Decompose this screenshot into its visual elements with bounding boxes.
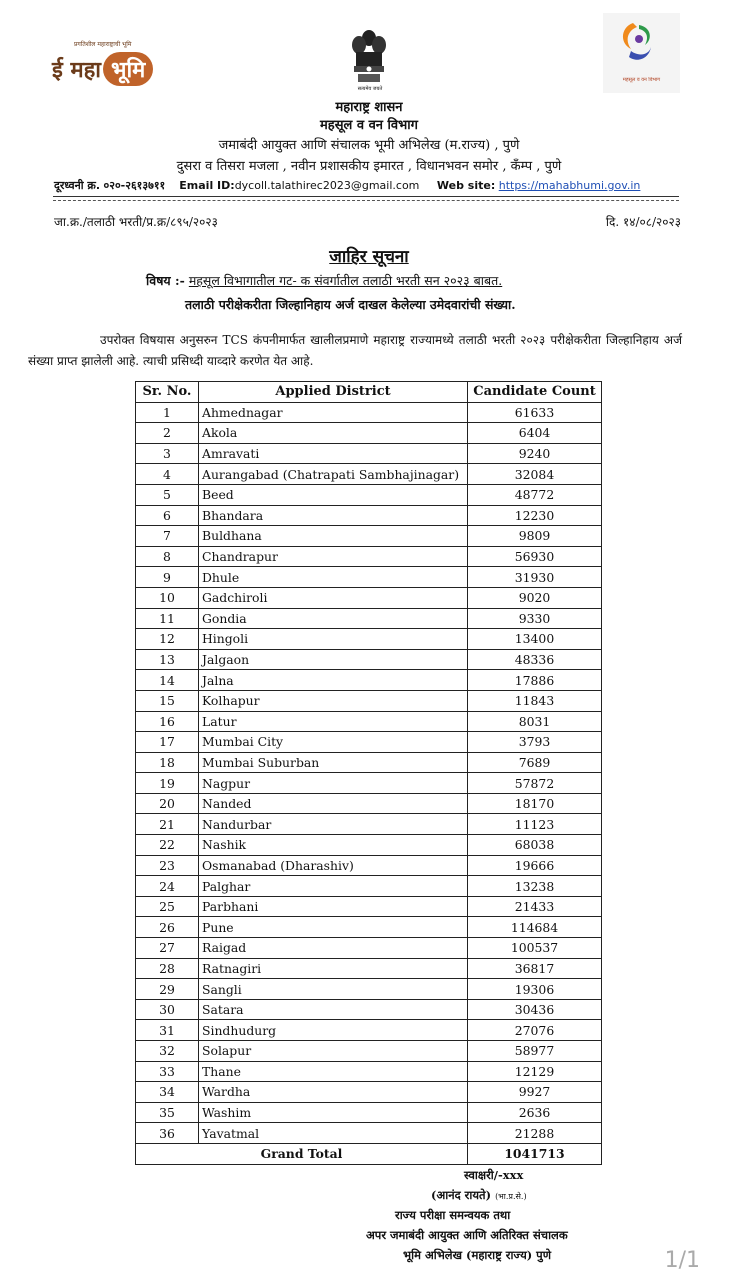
logo-tagline: प्रगतिशील महाराष्ट्राची भूमि xyxy=(74,41,132,48)
row-count: 11123 xyxy=(468,814,602,835)
table-row xyxy=(136,1082,602,1103)
grand-total-row xyxy=(136,1143,602,1164)
row-sr-no: 17 xyxy=(136,732,199,753)
row-sr-no: 5 xyxy=(136,484,199,505)
row-district: Wardha xyxy=(199,1082,468,1103)
office-address: दुसरा व तिसरा मजला , नवीन प्रशासकीय इमारत , विधानभवन समोर , कँम्प , पुणे xyxy=(176,159,562,174)
row-sr-no: 4 xyxy=(136,464,199,485)
table-row xyxy=(136,1102,602,1123)
row-district: Amravati xyxy=(199,443,468,464)
row-count: 32084 xyxy=(468,464,602,485)
row-count: 48772 xyxy=(468,484,602,505)
row-district: Beed xyxy=(199,484,468,505)
state-emblem-icon xyxy=(348,28,390,90)
table-row xyxy=(136,814,602,835)
row-district: Gadchiroli xyxy=(199,587,468,608)
row-count: 9927 xyxy=(468,1082,602,1103)
col-header-sr: Sr. No. xyxy=(136,382,199,403)
row-count: 68038 xyxy=(468,835,602,856)
row-district: Bhandara xyxy=(199,505,468,526)
row-sr-no: 3 xyxy=(136,443,199,464)
table-row xyxy=(136,587,602,608)
table-header-row xyxy=(136,382,602,403)
table-row xyxy=(136,896,602,917)
reference-number: जा.क्र./तलाठी भरती/प्र.क्र/८९५/२०२३ xyxy=(54,215,218,229)
table-row xyxy=(136,855,602,876)
table-row xyxy=(136,464,602,485)
row-sr-no: 25 xyxy=(136,896,199,917)
row-sr-no: 33 xyxy=(136,1061,199,1082)
row-count: 36817 xyxy=(468,958,602,979)
row-count: 12129 xyxy=(468,1061,602,1082)
row-district: Nanded xyxy=(199,793,468,814)
row-sr-no: 8 xyxy=(136,546,199,567)
table-row xyxy=(136,1041,602,1062)
row-sr-no: 26 xyxy=(136,917,199,938)
row-sr-no: 1 xyxy=(136,402,199,423)
signatory-role-2: अपर जमाबंदी आयुक्त आणि अतिरिक्त संचालक xyxy=(366,1228,568,1242)
header-divider xyxy=(53,196,679,197)
row-count: 31930 xyxy=(468,567,602,588)
table-row xyxy=(136,546,602,567)
row-sr-no: 20 xyxy=(136,793,199,814)
row-sr-no: 10 xyxy=(136,587,199,608)
row-district: Ahmednagar xyxy=(199,402,468,423)
row-district: Osmanabad (Dharashiv) xyxy=(199,855,468,876)
row-district: Parbhani xyxy=(199,896,468,917)
contact-line xyxy=(54,178,640,193)
row-sr-no: 16 xyxy=(136,711,199,732)
row-district: Sangli xyxy=(199,979,468,1000)
row-district: Satara xyxy=(199,999,468,1020)
row-district: Nashik xyxy=(199,835,468,856)
table-row xyxy=(136,732,602,753)
table-row xyxy=(136,690,602,711)
subject-label: विषय :- xyxy=(146,273,185,288)
header-divider-dashed xyxy=(53,200,679,201)
subject-subline: तलाठी परीक्षेकरीता जिल्हानिहाय अर्ज दाखल केलेल्या उमेदवारांची संख्या. xyxy=(185,297,516,312)
table-row xyxy=(136,423,602,444)
row-count: 9809 xyxy=(468,526,602,547)
row-count: 2636 xyxy=(468,1102,602,1123)
row-district: Nandurbar xyxy=(199,814,468,835)
row-count: 3793 xyxy=(468,732,602,753)
row-count: 7689 xyxy=(468,752,602,773)
table-row xyxy=(136,958,602,979)
table-row xyxy=(136,629,602,650)
row-sr-no: 34 xyxy=(136,1082,199,1103)
row-count: 30436 xyxy=(468,999,602,1020)
logo-text-b: भूमि xyxy=(103,52,153,86)
row-district: Yavatmal xyxy=(199,1123,468,1144)
row-count: 48336 xyxy=(468,649,602,670)
row-district: Buldhana xyxy=(199,526,468,547)
subject-text: महसूल विभागातील गट- क संवर्गातील तलाठी भरती सन २०२३ बाबत. xyxy=(188,273,503,288)
row-district: Dhule xyxy=(199,567,468,588)
logo-right-caption: महसूल व वन विभाग xyxy=(622,77,661,83)
table-row xyxy=(136,608,602,629)
table-row xyxy=(136,1020,602,1041)
row-count: 9330 xyxy=(468,608,602,629)
row-district: Mumbai Suburban xyxy=(199,752,468,773)
table-row xyxy=(136,835,602,856)
row-sr-no: 15 xyxy=(136,690,199,711)
row-district: Pune xyxy=(199,917,468,938)
signatory-role-1: राज्य परीक्षा समन्वयक तथा xyxy=(395,1208,511,1222)
notice-paragraph: उपरोक्त विषयास अनुसरुन TCS कंपनीमार्फत खालीलप्रमाणे महाराष्ट्र राज्यामध्ये तलाठी भरती २०२३ परीक्षेकरीता जिल्हानिहाय अर्ज संख्या प्राप्त झालेली आहे. त्याची प्रसिध्दी याव्दारे करणेत येत आहे. xyxy=(28,333,682,368)
row-district: Kolhapur xyxy=(199,690,468,711)
row-district: Jalgaon xyxy=(199,649,468,670)
row-count: 13400 xyxy=(468,629,602,650)
email-label: Email ID: xyxy=(179,179,235,192)
office-title: जमाबंदी आयुक्त आणि संचालक भूमी अभिलेख (म.राज्य) , पुणे xyxy=(218,138,520,153)
row-count: 61633 xyxy=(468,402,602,423)
row-sr-no: 18 xyxy=(136,752,199,773)
table-row xyxy=(136,999,602,1020)
row-count: 17886 xyxy=(468,670,602,691)
row-count: 13238 xyxy=(468,876,602,897)
row-sr-no: 27 xyxy=(136,938,199,959)
emahabhumi-logo xyxy=(52,38,172,90)
table-body xyxy=(136,402,602,1143)
page-indicator: 1/1 xyxy=(664,1248,700,1273)
row-count: 9020 xyxy=(468,587,602,608)
table-row xyxy=(136,526,602,547)
row-count: 56930 xyxy=(468,546,602,567)
revenue-dept-logo-icon xyxy=(603,13,680,77)
row-district: Palghar xyxy=(199,876,468,897)
row-sr-no: 9 xyxy=(136,567,199,588)
row-count: 6404 xyxy=(468,423,602,444)
table-row xyxy=(136,752,602,773)
phone-label: दूरध्वनी क्र. xyxy=(54,179,101,192)
row-sr-no: 28 xyxy=(136,958,199,979)
table-row xyxy=(136,649,602,670)
row-district: Sindhudurg xyxy=(199,1020,468,1041)
grand-total-value: 1041713 xyxy=(468,1143,602,1164)
row-sr-no: 32 xyxy=(136,1041,199,1062)
table-row xyxy=(136,876,602,897)
revenue-dept-logo xyxy=(603,13,680,93)
col-header-count: Candidate Count xyxy=(468,382,602,403)
row-district: Solapur xyxy=(199,1041,468,1062)
row-sr-no: 21 xyxy=(136,814,199,835)
table-row xyxy=(136,979,602,1000)
grand-total-label: Grand Total xyxy=(136,1143,468,1164)
row-sr-no: 30 xyxy=(136,999,199,1020)
signatory-name-text: (आनंद रायते) xyxy=(431,1188,492,1202)
row-count: 100537 xyxy=(468,938,602,959)
table-row xyxy=(136,484,602,505)
row-count: 9240 xyxy=(468,443,602,464)
table-row xyxy=(136,670,602,691)
table-row xyxy=(136,773,602,794)
row-count: 18170 xyxy=(468,793,602,814)
phone-number: ०२०-२६१३७११ xyxy=(103,179,166,192)
row-count: 11843 xyxy=(468,690,602,711)
row-sr-no: 36 xyxy=(136,1123,199,1144)
row-count: 19666 xyxy=(468,855,602,876)
row-count: 114684 xyxy=(468,917,602,938)
row-district: Hingoli xyxy=(199,629,468,650)
row-district: Jalna xyxy=(199,670,468,691)
row-district: Akola xyxy=(199,423,468,444)
row-count: 21433 xyxy=(468,896,602,917)
table-row xyxy=(136,1061,602,1082)
row-count: 12230 xyxy=(468,505,602,526)
row-sr-no: 19 xyxy=(136,773,199,794)
logo-text-a: ई महा xyxy=(52,58,101,83)
row-count: 21288 xyxy=(468,1123,602,1144)
row-sr-no: 31 xyxy=(136,1020,199,1041)
district-table xyxy=(135,381,602,1165)
table-row xyxy=(136,1123,602,1144)
row-count: 27076 xyxy=(468,1020,602,1041)
row-district: Ratnagiri xyxy=(199,958,468,979)
row-sr-no: 24 xyxy=(136,876,199,897)
table-row xyxy=(136,567,602,588)
table-row xyxy=(136,443,602,464)
row-district: Raigad xyxy=(199,938,468,959)
emblem-caption: सत्यमेव जयते xyxy=(357,86,383,92)
table-row xyxy=(136,711,602,732)
row-sr-no: 22 xyxy=(136,835,199,856)
subject-line xyxy=(146,272,502,289)
row-sr-no: 12 xyxy=(136,629,199,650)
email-address: dycoll.talathirec2023@gmail.com xyxy=(234,179,420,192)
notice-date: दि. १४/०८/२०२३ xyxy=(605,215,681,229)
row-count: 57872 xyxy=(468,773,602,794)
col-header-district: Applied District xyxy=(199,382,468,403)
signature-mark: स्वाक्षरी/-xxx xyxy=(464,1168,524,1182)
row-district: Aurangabad (Chatrapati Sambhajinagar) xyxy=(199,464,468,485)
logo-text xyxy=(52,52,153,86)
signatory-role-3: भूमि अभिलेख (महाराष्ट्र राज्य) पुणे xyxy=(403,1248,552,1262)
row-sr-no: 14 xyxy=(136,670,199,691)
row-sr-no: 13 xyxy=(136,649,199,670)
row-count: 58977 xyxy=(468,1041,602,1062)
website-link[interactable]: https://mahabhumi.gov.in xyxy=(498,179,641,192)
row-sr-no: 11 xyxy=(136,608,199,629)
table-row xyxy=(136,402,602,423)
row-district: Gondia xyxy=(199,608,468,629)
table-row xyxy=(136,793,602,814)
row-sr-no: 6 xyxy=(136,505,199,526)
notice-title: जाहिर सूचना xyxy=(329,247,409,267)
website-label: Web site: xyxy=(436,179,496,192)
row-sr-no: 7 xyxy=(136,526,199,547)
dept-title: महसूल व वन विभाग xyxy=(320,118,418,133)
table-row xyxy=(136,505,602,526)
row-district: Nagpur xyxy=(199,773,468,794)
row-district: Chandrapur xyxy=(199,546,468,567)
row-district: Latur xyxy=(199,711,468,732)
govt-title: महाराष्ट्र शासन xyxy=(335,100,403,115)
signatory-name xyxy=(431,1188,527,1203)
row-sr-no: 23 xyxy=(136,855,199,876)
row-sr-no: 29 xyxy=(136,979,199,1000)
table-row xyxy=(136,938,602,959)
row-sr-no: 2 xyxy=(136,423,199,444)
table-row xyxy=(136,917,602,938)
row-count: 19306 xyxy=(468,979,602,1000)
signatory-service: (भा.प्र.से.) xyxy=(495,1192,527,1201)
row-district: Thane xyxy=(199,1061,468,1082)
row-district: Washim xyxy=(199,1102,468,1123)
row-sr-no: 35 xyxy=(136,1102,199,1123)
row-count: 8031 xyxy=(468,711,602,732)
row-district: Mumbai City xyxy=(199,732,468,753)
